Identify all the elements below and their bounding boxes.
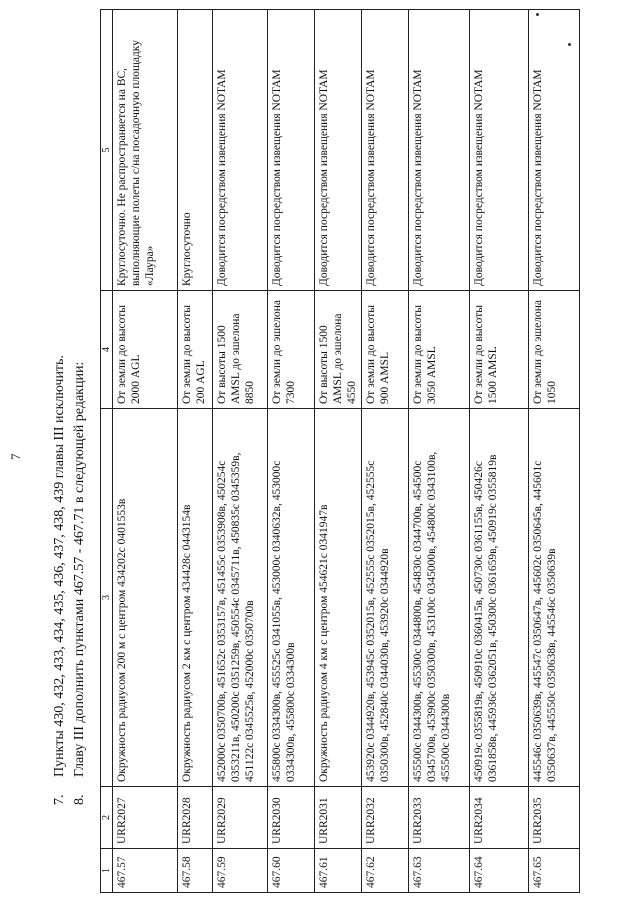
altitude-limits: От высоты 1500 AMSL до эшелона 8850 (213, 291, 268, 409)
table-row (113, 10, 178, 893)
table-row (470, 10, 529, 893)
zone-boundary: 450919с 0355819в, 450910с 0360415в, 450730с 0361155в, 450426с 0361858в, 445936с 0362051в, 450300с 0361659в, 450919с 0355819в (470, 409, 529, 787)
operating-note: Доводится посредством извещения NOTAM (315, 10, 362, 291)
zone-code: URR2028 (178, 787, 213, 849)
item-number: 467.58 (178, 849, 213, 893)
column-number: 1 (101, 849, 113, 893)
altitude-limits: От земли до эшелона 1050 (529, 291, 580, 409)
zone-boundary: 453920с 0344920в, 453945с 0352015в, 452555с 0352015в, 452555с 0350300в, 452840с 0344030в, 453920с 0344920в (362, 409, 409, 787)
paragraph-text: Главу III дополнить пунктами 467.57 - 467.71 в следующей редакции: (72, 361, 87, 777)
altitude-limits: От земли до высоты 3050 AMSL (409, 291, 470, 409)
paragraph-text: Пункты 430, 432, 433, 434, 435, 436, 437, 438, 439 главы III исключить. (52, 355, 67, 777)
table-row (178, 10, 213, 893)
page-number: 7 (8, 453, 23, 460)
paragraph-8 (72, 362, 88, 805)
zone-code: URR2035 (529, 787, 580, 849)
operating-note: Круглосуточно. Не распространяется на ВС, выполняющие полеты с/на посадочную площадку «Лаура» (113, 10, 178, 291)
zone-code: URR2027 (113, 787, 178, 849)
paragraph-7 (52, 355, 68, 805)
zone-boundary: 452000с 0350700в, 451652с 0353157в, 451455с 0353908в, 450254с 0353211в, 450200с 0351259в, 450554с 0345711в, 450835с 0345359в, 451122с 0345525в, 452000с 0350700в (213, 409, 268, 787)
table-row (529, 10, 580, 893)
operating-note: Доводится посредством извещения NOTAM (213, 10, 268, 291)
zone-code: URR2033 (409, 787, 470, 849)
altitude-limits: От земли до высоты 200 AGL (178, 291, 213, 409)
item-number: 467.65 (529, 849, 580, 893)
zone-code: URR2032 (362, 787, 409, 849)
paragraph-number: 7. (52, 794, 67, 805)
operating-note: Доводится посредством извещения NOTAM (409, 10, 470, 291)
column-number: 2 (101, 787, 113, 849)
item-number: 467.61 (315, 849, 362, 893)
item-number: 467.59 (213, 849, 268, 893)
paragraph-number: 8. (72, 794, 87, 805)
zone-code: URR2030 (268, 787, 315, 849)
zone-boundary: Окружность радиусом 200 м с центром 434202с 0401553в (113, 409, 178, 787)
table-row (268, 10, 315, 893)
operating-note: Доводится посредством извещения NOTAM (470, 10, 529, 291)
operating-note: Доводится посредством извещения NOTAM (362, 10, 409, 291)
item-number: 467.57 (113, 849, 178, 893)
zone-code: URR2029 (213, 787, 268, 849)
zone-boundary: 445546с 0350639в, 445547с 0350647в, 445602с 0350645в, 445601с 0350637в, 445550с 0350638в, 445546с 0350639в (529, 409, 580, 787)
operating-note: Доводится посредством извещения NOTAM (268, 10, 315, 291)
column-number: 4 (101, 291, 113, 409)
operating-note: Доводится посредством извещения NOTAM (529, 10, 580, 291)
zone-boundary: 455800с 0334300в, 455525с 0341055в, 453000с 0340632в, 453000с 0334300в, 455800с 0334300в (268, 409, 315, 787)
zone-code: URR2034 (470, 787, 529, 849)
zone-boundary: Окружность радиусом 2 км с центром 434428с 0443154в (178, 409, 213, 787)
restricted-zones-table (100, 9, 580, 893)
table-row (362, 10, 409, 893)
table-row (409, 10, 470, 893)
column-number: 5 (101, 10, 113, 291)
altitude-limits: От земли до высоты 1500 AMSL (470, 291, 529, 409)
zone-code: URR2031 (315, 787, 362, 849)
altitude-limits: От земли до эшелона 7300 (268, 291, 315, 409)
operating-note: Круглосуточно (178, 10, 213, 291)
altitude-limits: От земли до высоты 900 AMSL (362, 291, 409, 409)
zone-boundary: Окружность радиусом 4 км с центром 454621с 0341947в (315, 409, 362, 787)
altitude-limits: От высоты 1500 AMSL до эшелона 4550 (315, 291, 362, 409)
table-row (213, 10, 268, 893)
zone-boundary: 455500с 0344300в, 455300с 0344800в, 454830с 0344700в, 454500с 0345700в, 453900с 0350300в, 453100с 0345000в, 454800с 0343100в, 455500с 0344300в (409, 409, 470, 787)
column-number-row (101, 10, 113, 893)
item-number: 467.60 (268, 849, 315, 893)
item-number: 467.63 (409, 849, 470, 893)
column-number: 3 (101, 409, 113, 787)
item-number: 467.64 (470, 849, 529, 893)
table-row (315, 10, 362, 893)
item-number: 467.62 (362, 849, 409, 893)
altitude-limits: От земли до высоты 2000 AGL (113, 291, 178, 409)
